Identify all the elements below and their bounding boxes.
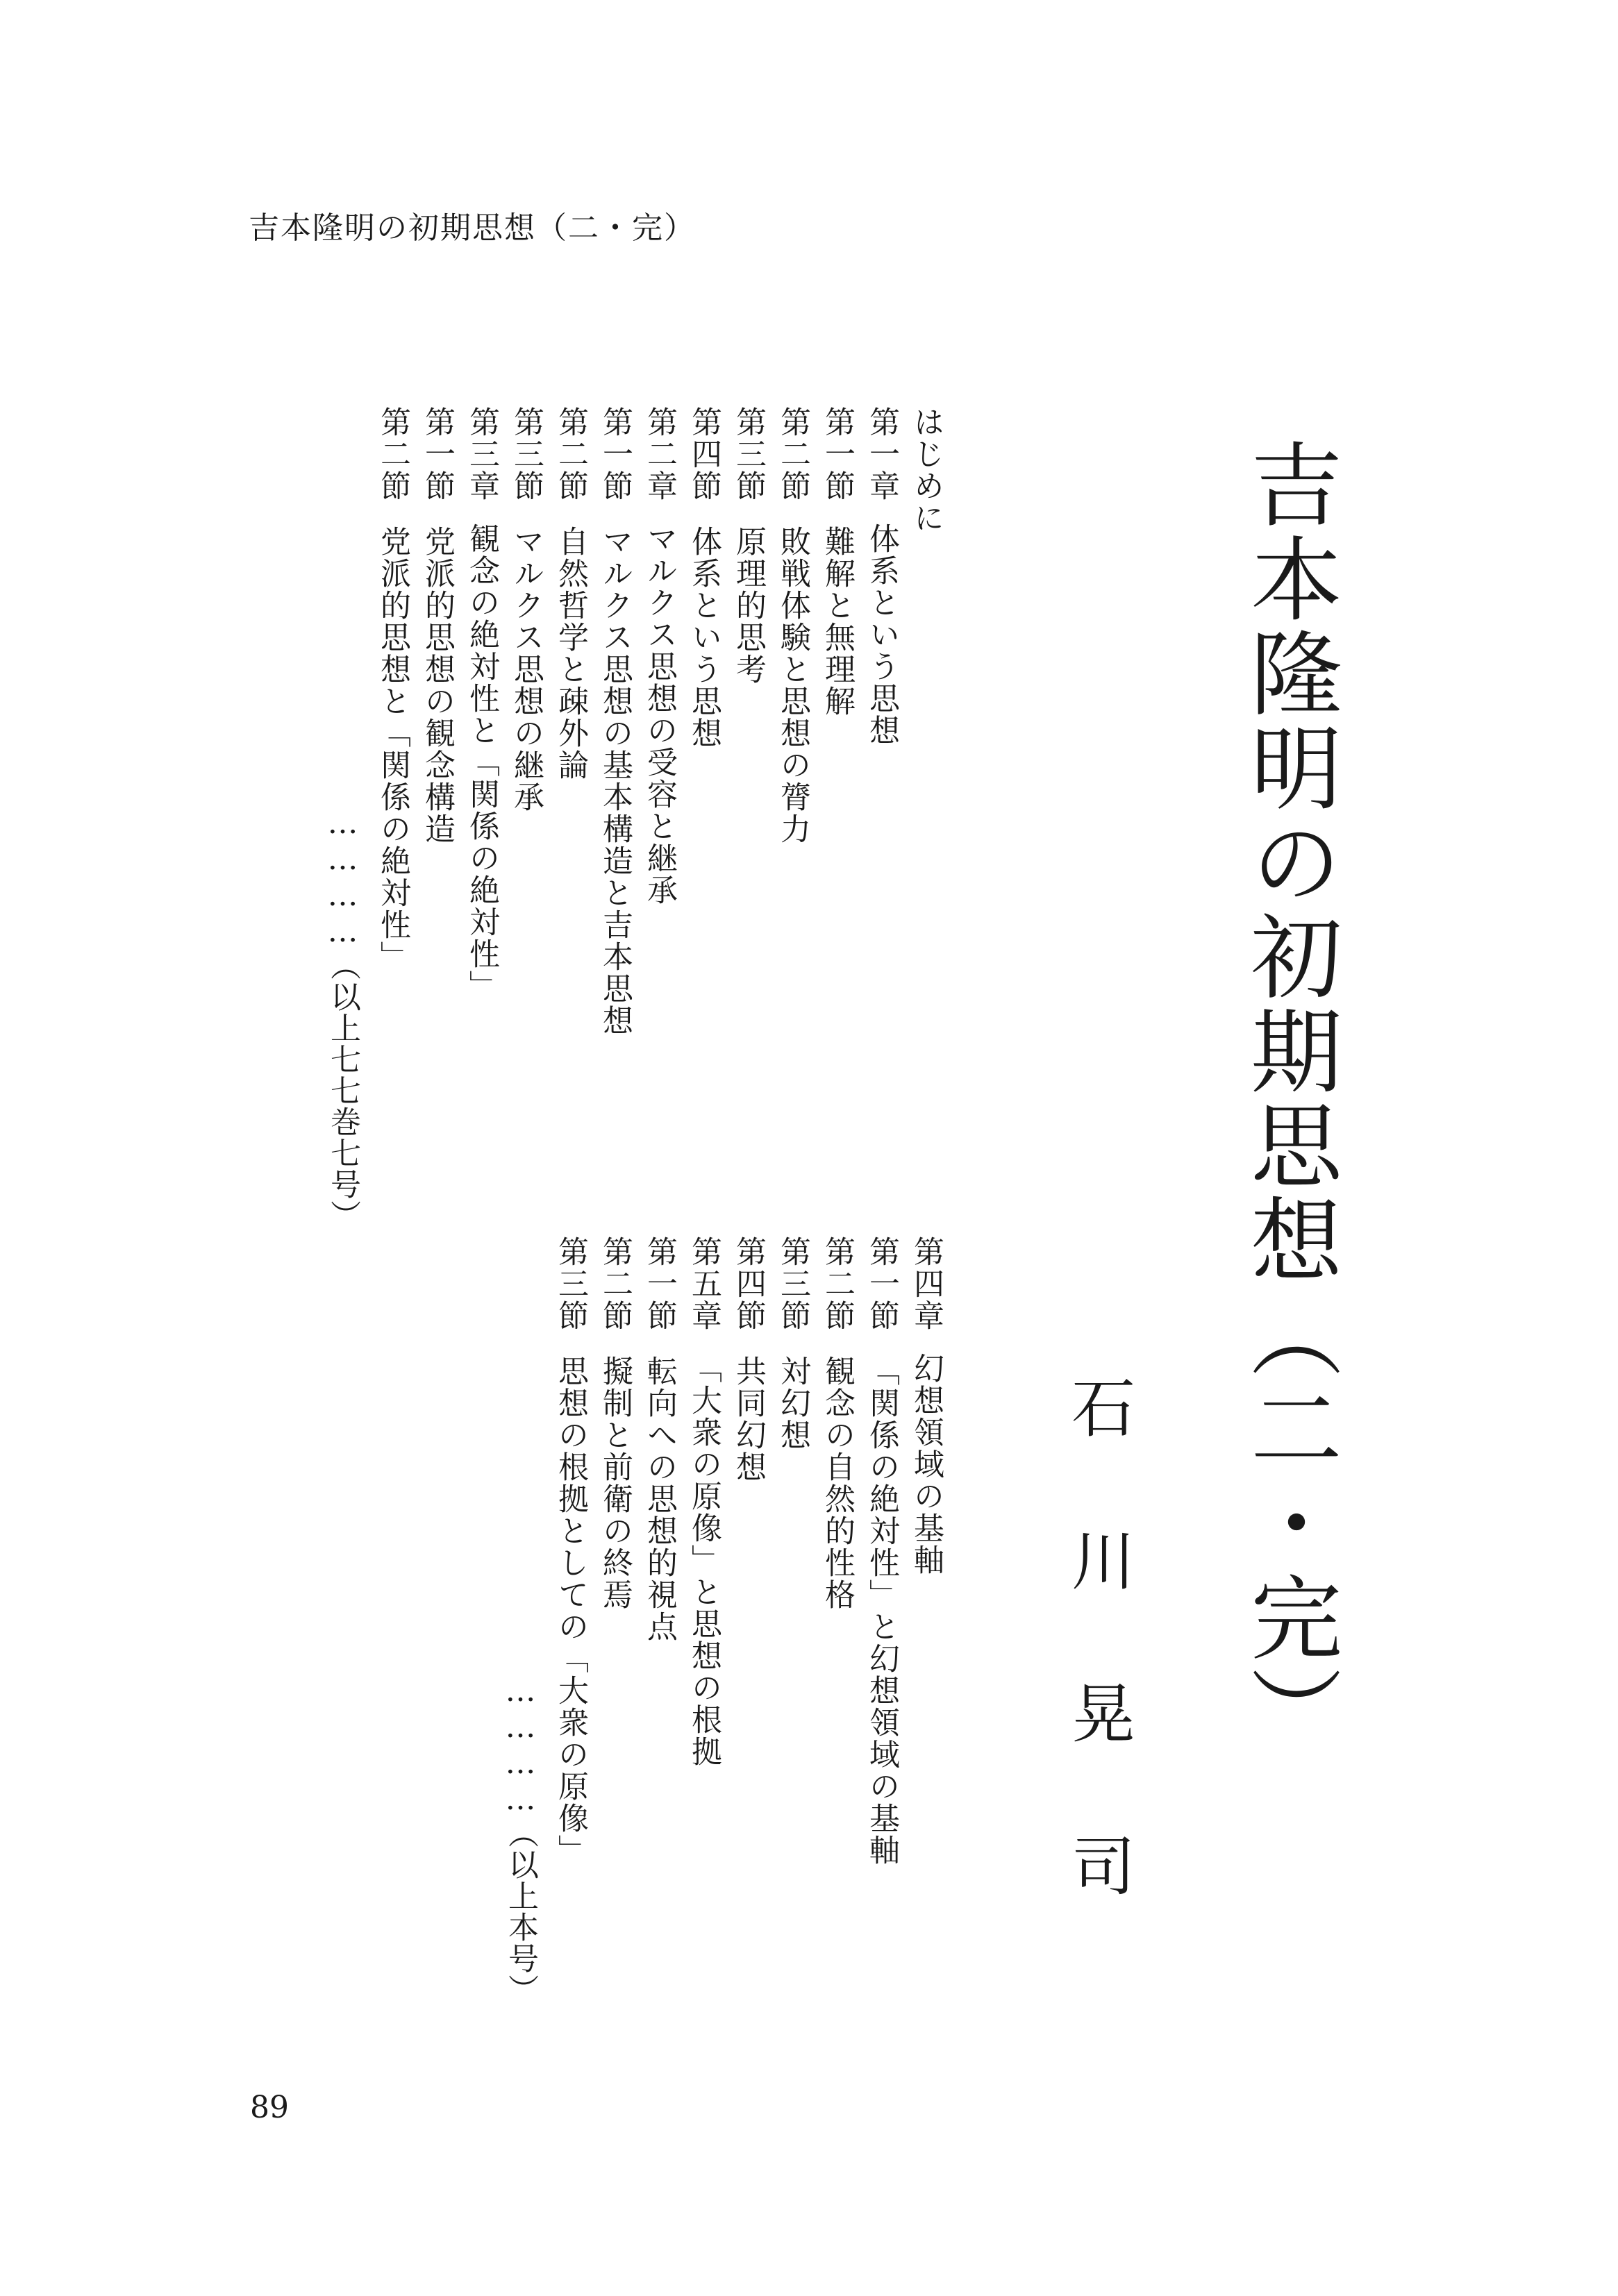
- toc-item: 第一節党派的思想の観念構造: [419, 406, 455, 845]
- toc-volume-note: …………（以上七七巻七号）: [325, 805, 360, 1231]
- toc-item: 第一節難解と無理解: [819, 406, 855, 717]
- toc-item: 第五章「大衆の原像」と思想の根拠: [686, 1236, 722, 1768]
- toc-item: 第三章観念の絶対性と「関係の絶対性」: [464, 406, 499, 1002]
- toc-item: 第三節対幻想: [775, 1236, 810, 1451]
- toc-item: 第二節党派的思想と「関係の絶対性」: [375, 406, 410, 973]
- toc-item: 第二章マルクス思想の受容と継承: [642, 406, 677, 906]
- toc-item: 第三節マルクス思想の継承: [508, 406, 544, 813]
- toc-item: 第四章幻想領域の基軸: [908, 1236, 944, 1576]
- toc-item: 第二節自然哲学と疎外論: [553, 406, 588, 781]
- toc-item: 第四節共同幻想: [731, 1236, 766, 1483]
- article-title: 吉本隆明の初期思想（二・完）: [1235, 437, 1342, 1759]
- page-number: 89: [250, 2090, 289, 2125]
- toc-item: 第三節原理的思考: [731, 406, 766, 685]
- author-name: 石川晃司: [1061, 1375, 1135, 1986]
- toc-item: 第一節マルクス思想の基本構造と吉本思想: [597, 406, 633, 1037]
- toc-item: 第二節敗戦体験と思想の膂力: [775, 406, 810, 845]
- toc-item: 第四節体系という思想: [686, 406, 722, 749]
- toc-item: 第一章体系という思想: [864, 406, 899, 746]
- toc-item: はじめに: [908, 406, 944, 534]
- toc-item: 第二節擬制と前衛の終焉: [597, 1236, 633, 1611]
- toc-item: 第一節転向への思想的視点: [642, 1236, 677, 1643]
- toc-item: 第三節思想の根拠としての「大衆の原像」: [553, 1236, 588, 1866]
- running-head: 吉本隆明の初期思想（二・完）: [249, 210, 696, 246]
- toc-volume-note: …………（以上本号）: [503, 1673, 538, 2005]
- toc-item: 第二節観念の自然的性格: [819, 1236, 855, 1611]
- toc-item: 第一節「関係の絶対性」と幻想領域の基軸: [864, 1236, 899, 1866]
